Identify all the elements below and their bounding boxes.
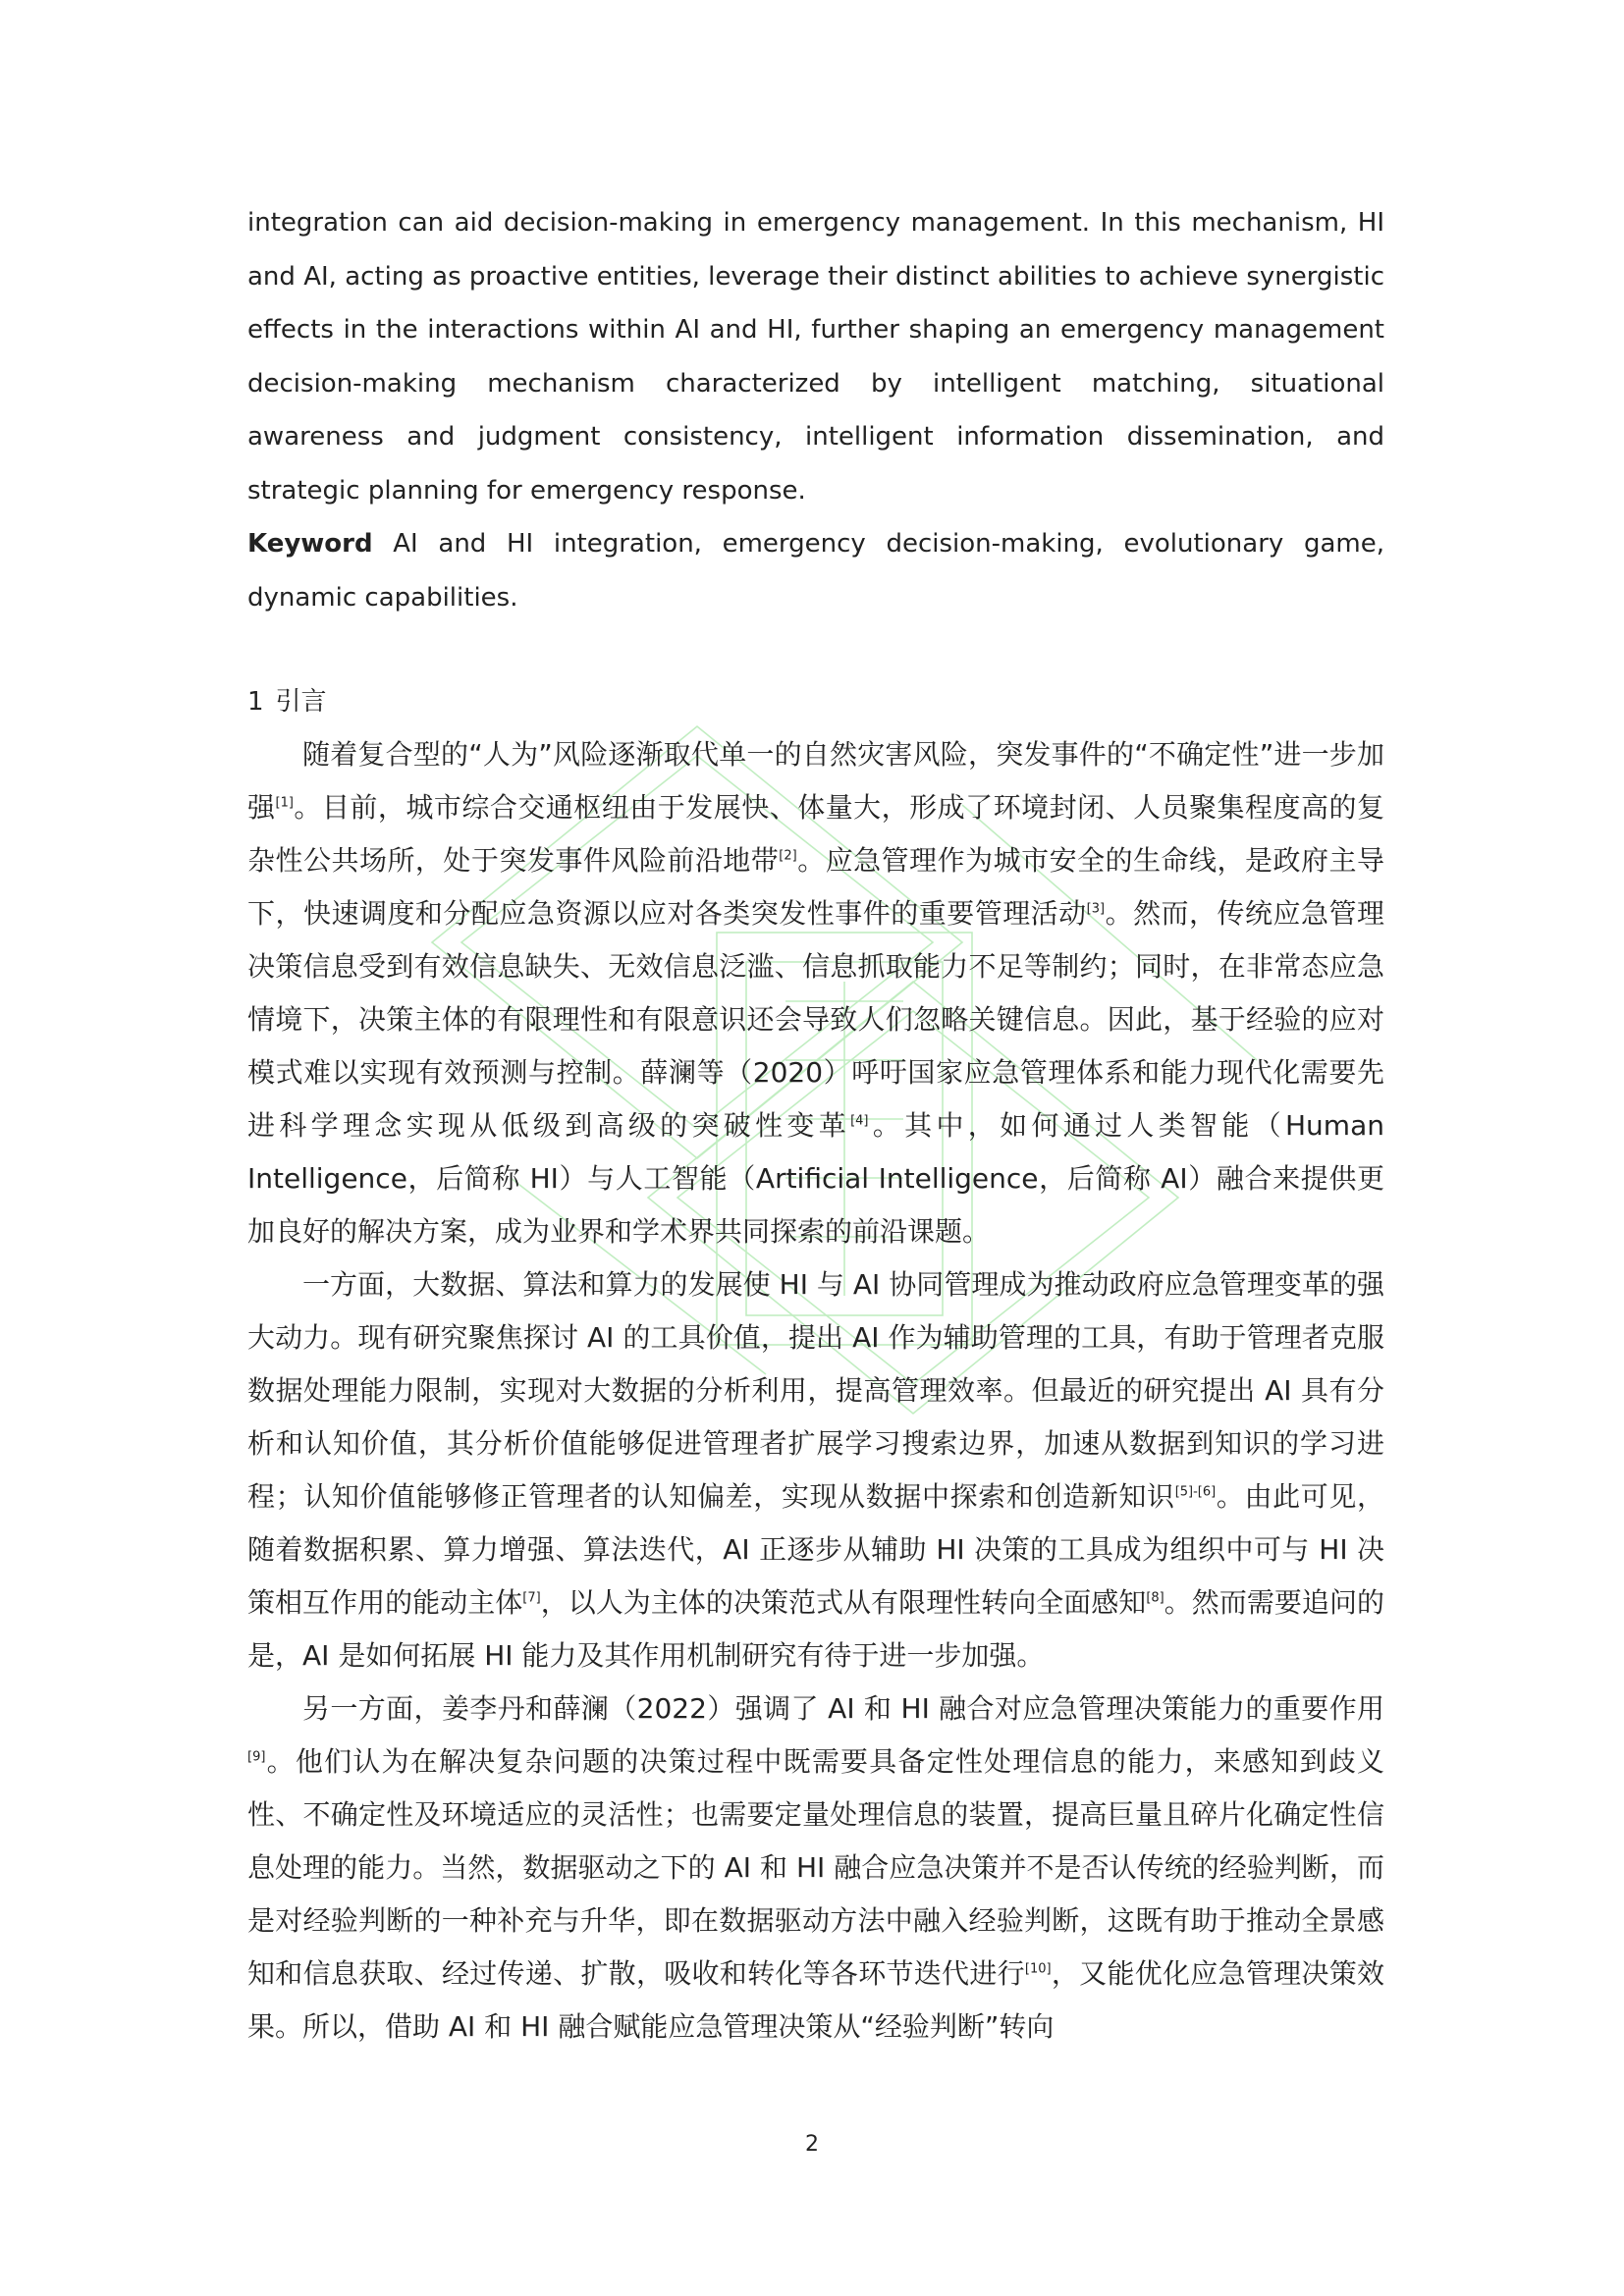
- paragraph-text: ，以人为主体的决策范式从有限理性转向全面感知: [540, 1586, 1147, 1619]
- body-paragraph: [247, 1682, 1384, 2054]
- section-number: 1: [247, 687, 264, 717]
- keywords-line: [247, 517, 1384, 624]
- citation-ref[interactable]: [9]: [247, 1749, 266, 1765]
- paragraph-text: ，又能优化应急管理决策效果。所以，借助 AI 和 HI 融合赋能应急管理决策从“经验判断”转向: [247, 1957, 1384, 2043]
- paragraph-text: 一方面，大数据、算法和算力的发展使 HI 与 AI 协同管理成为推动政府应急管理变革的强大动力。现有研究聚焦探讨 AI 的工具价值，提出 AI 作为辅助管理的工具，有助于管理者克服数据处理能力限制，实现对大数据的分析利用，提高管理效率。但最近的研究提出 AI 具有分析和认知价值，其分析价值能够促进管理者扩展学习搜索边界，加速从数据到知识的学习进程；认知价值能够修正管理者的认知偏差，实现从数据中探索和创造新知识: [247, 1268, 1384, 1513]
- citation-ref[interactable]: [5]-[6]: [1174, 1484, 1217, 1500]
- citation-ref[interactable]: [7]: [522, 1590, 541, 1606]
- page-number: 2: [805, 2132, 819, 2157]
- citation-ref[interactable]: [8]: [1146, 1590, 1164, 1606]
- body-paragraph: [247, 728, 1384, 1258]
- paragraph-text: 随着复合型的“人为”风险逐渐取代单一的自然灾害风险，突发事件的“不确定性”进一步加强: [247, 738, 1384, 824]
- section-heading: [247, 675, 1384, 728]
- body-paragraph: [247, 1258, 1384, 1682]
- paragraph-text: 另一方面，姜李丹和薛澜（2022）强调了 AI 和 HI 融合对应急管理决策能力的重要作用: [302, 1692, 1384, 1725]
- paragraph-text: 。他们认为在解决复杂问题的决策过程中既需要具备定性处理信息的能力，来感知到歧义性、不确定性及环境适应的灵活性；也需要定量处理信息的装置，提高巨量且碎片化确定性信息处理的能力。当然，数据驱动之下的 AI 和 HI 融合应急决策并不是否认传统的经验判断，而是对经验判断的一种补充与升华，即在数据驱动方法中融入经验判断，这既有助于推动全景感知和信息获取、经过传递、扩散，吸收和转化等各环节迭代进行: [247, 1745, 1384, 1990]
- keywords-label: Keyword: [247, 529, 373, 559]
- paragraph-text: 。其中，如何通过人类智能（Human Intelligence，后简称 HI）与人工智能（Artificial Intelligence，后简称 AI）融合来提供更加良好的解决方案，成为业界和学术界共同探索的前沿课题。: [247, 1109, 1384, 1248]
- citation-ref[interactable]: [4]: [850, 1113, 869, 1129]
- citation-ref[interactable]: [10]: [1024, 1961, 1052, 1977]
- keywords-text: AI and HI integration, emergency decision-making, evolutionary game, dynamic capabilities.: [247, 529, 1384, 613]
- paragraph-text: 。应急管理作为城市安全的生命线，是政府主导下，快速调度和分配应急资源以应对各类突发性事件的重要管理活动: [247, 844, 1384, 930]
- body-text: [247, 728, 1384, 2054]
- citation-ref[interactable]: [2]: [779, 848, 797, 864]
- citation-ref[interactable]: [1]: [275, 795, 294, 811]
- section-title: 引言: [275, 687, 327, 717]
- abstract-text: integration can aid decision-making in emergency management. In this mechanism, HI and AI, acting as proactive entities, leverage their distinct abilities to achieve synergistic effects in the interactions within AI and HI, further shaping an emergency management decision-making mechanism characterized by intelligent matching, situational awareness and judgment consistency, intelligent information dissemination, and strategic planning for emergency response.: [247, 208, 1384, 506]
- paragraph-text: 。由此可见，随着数据积累、算力增强、算法迭代，AI 正逐步从辅助 HI 决策的工具成为组织中可与 HI 决策相互作用的能动主体: [247, 1480, 1384, 1619]
- abstract-english: [247, 196, 1384, 517]
- citation-ref[interactable]: [3]: [1086, 901, 1106, 917]
- paragraph-text: 。然而，传统应急管理决策信息受到有效信息缺失、无效信息泛滥、信息抓取能力不足等制约；同时，在非常态应急情境下，决策主体的有限理性和有限意识还会导致人们忽略关键信息。因此，基于经验的应对模式难以实现有效预测与控制。薛澜等（2020）呼吁国家应急管理体系和能力现代化需要先进科学理念实现从低级到高级的突破性变革: [247, 897, 1384, 1142]
- paragraph-text: 。然而需要追问的是，AI 是如何拓展 HI 能力及其作用机制研究有待于进一步加强。: [247, 1586, 1384, 1672]
- page-content: [247, 196, 1384, 2054]
- paragraph-text: 。目前，城市综合交通枢纽由于发展快、体量大，形成了环境封闭、人员聚集程度高的复杂性公共场所，处于突发事件风险前沿地带: [247, 791, 1384, 877]
